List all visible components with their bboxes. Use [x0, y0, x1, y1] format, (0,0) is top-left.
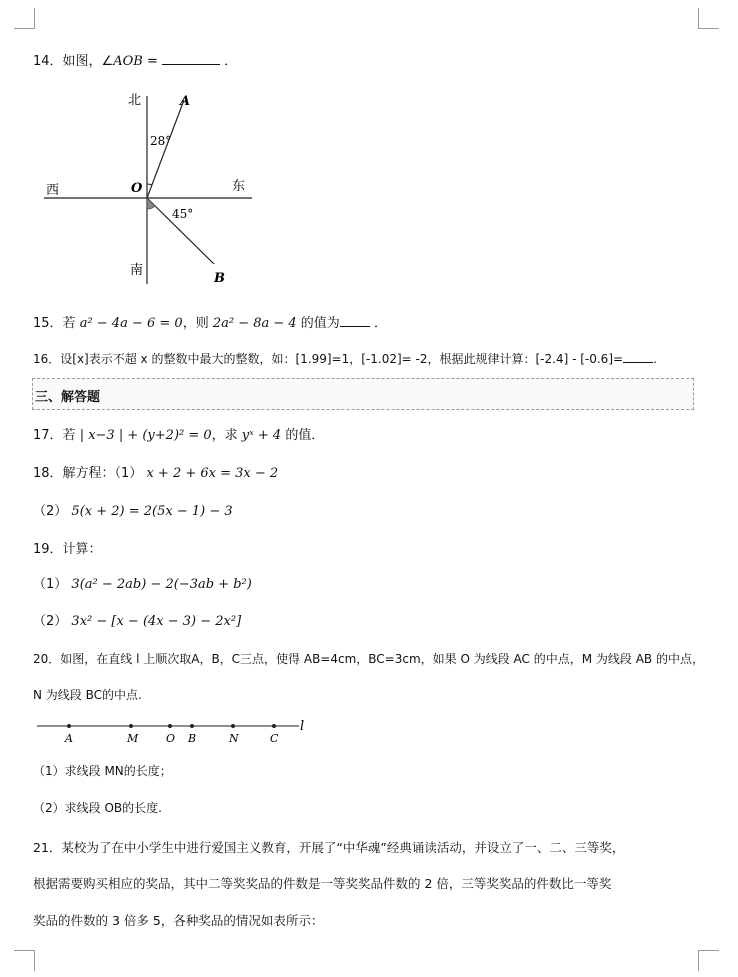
question-18: [33, 462, 278, 481]
label-south: 南: [130, 263, 144, 278]
label-east: 东: [232, 179, 246, 194]
q19-expr1: 3(a² − 2ab) − 2(−3ab + b²): [71, 577, 252, 592]
label-angle-45: 45°: [172, 207, 194, 221]
q20-line2: N 为线段 BC的中点.: [33, 688, 142, 702]
point-b-label: B: [188, 732, 197, 745]
question-21-line-1: [33, 838, 624, 856]
ray-oa: [147, 100, 184, 198]
page-corner-mark: [14, 8, 35, 29]
number-line-diagram: [33, 714, 323, 746]
q21-line1: 21．某校为了在中小学生中进行爱国主义教育，开展了“中华魂”经典诵读活动，并设立了一、二、三等奖，: [33, 840, 625, 855]
q17-suffix: 的值．: [281, 428, 325, 443]
label-origin: O: [131, 181, 143, 196]
question-20-sub-2: [33, 799, 162, 816]
q21-line3: 奖品的件数的 3 倍多 5，各种奖品的情况如表所示：: [33, 913, 324, 928]
q19-expr2: 3x² − [x − (4x − 3) − 2x²]: [71, 614, 242, 629]
label-west: 西: [46, 183, 60, 198]
point-o-label: O: [166, 732, 176, 745]
page-corner-mark: [698, 950, 719, 971]
label-north: 北: [128, 93, 142, 108]
q15-expr2: 2a² − 8a − 4: [212, 316, 297, 331]
q20-sub2: （2）求线段 OB的长度.: [33, 801, 162, 815]
question-17: [33, 424, 324, 443]
q14-end: ．: [224, 54, 238, 69]
q16-text: 16．设[x]表示不超 x 的整数中最大的整数，如：[1.99]=1，[-1.02]= -2，根据此规律计算：[-2.4] - [-0.6]=: [33, 352, 624, 366]
q15-end: ．: [373, 316, 387, 331]
label-point-a: A: [180, 94, 191, 109]
point-b-dot: [190, 724, 194, 728]
question-20-line-2: [33, 686, 142, 703]
q15-mid: ，则: [182, 316, 213, 331]
q19-part1-label: （1）: [33, 577, 68, 592]
q15-suffix: 的值为: [296, 316, 340, 331]
q15-expr: a² − 4a − 6 = 0: [79, 316, 183, 331]
angle-marker-south: [147, 198, 155, 209]
q20-sub1: （1）求线段 MN的长度；: [33, 764, 172, 778]
q17-expr: | x−3 | + (y+2)² = 0: [79, 428, 212, 443]
q18-expr2: 5(x + 2) = 2(5x − 1) − 3: [71, 504, 233, 519]
q18-expr: x + 2 + 6x = 3x − 2: [146, 466, 279, 481]
question-21-line-2: [33, 874, 611, 892]
question-18-part-2: [33, 500, 233, 519]
q16-end: .: [653, 352, 657, 366]
q20-line1: 20．如图，在直线 l 上顺次取A，B，C三点，使得 AB=4cm，BC=3cm，如果 O 为线段 AC 的中点，M 为线段 AB 的中点，: [33, 652, 704, 666]
q19-label: 19．计算：: [33, 542, 102, 557]
q19-part2-label: （2）: [33, 614, 68, 629]
question-20-line-1: [33, 650, 704, 667]
answer-blank: [340, 316, 370, 327]
point-n-dot: [231, 724, 235, 728]
point-a-label: A: [65, 732, 73, 745]
q14-prefix: 14．如图，∠: [33, 54, 114, 69]
section-header: [32, 378, 694, 410]
angle-arc-north: [147, 184, 152, 185]
question-14: [33, 50, 237, 69]
question-15: [33, 312, 387, 331]
line-label-l: l: [300, 719, 305, 734]
question-21-line-3: [33, 911, 323, 929]
q17-expr2: yˣ + 4: [241, 428, 282, 443]
question-20-sub-1: [33, 762, 172, 779]
page-corner-mark: [698, 8, 719, 29]
section-title: 三、解答题: [35, 390, 101, 405]
q17-prefix: 17．若: [33, 428, 80, 443]
point-c-label: C: [270, 732, 279, 745]
compass-diagram: [40, 88, 260, 288]
q14-eq: =: [142, 54, 162, 69]
point-n-label: N: [229, 732, 239, 745]
answer-blank: [623, 352, 653, 363]
point-a-dot: [67, 724, 71, 728]
q15-prefix: 15．若: [33, 316, 80, 331]
point-c-dot: [272, 724, 276, 728]
page-corner-mark: [14, 950, 35, 971]
label-point-b: B: [214, 271, 225, 286]
answer-blank: [162, 54, 220, 65]
point-o-dot: [168, 724, 172, 728]
q21-line2: 根据需要购买相应的奖品，其中二等奖奖品的件数是一等奖奖品件数的 2 倍，三等奖奖品的件数比一等奖: [33, 876, 612, 891]
point-m-label: M: [127, 732, 139, 745]
question-19-part-1: [33, 573, 252, 592]
q18-label: 18．解方程：（1）: [33, 466, 143, 481]
q18-part2-label: （2）: [33, 504, 68, 519]
point-m-dot: [129, 724, 133, 728]
question-19: [33, 538, 102, 557]
q17-mid: ，求: [211, 428, 242, 443]
q14-expr: AOB: [113, 54, 143, 69]
question-19-part-2: [33, 610, 241, 629]
label-angle-28: 28°: [150, 134, 172, 148]
question-16: [33, 350, 657, 367]
